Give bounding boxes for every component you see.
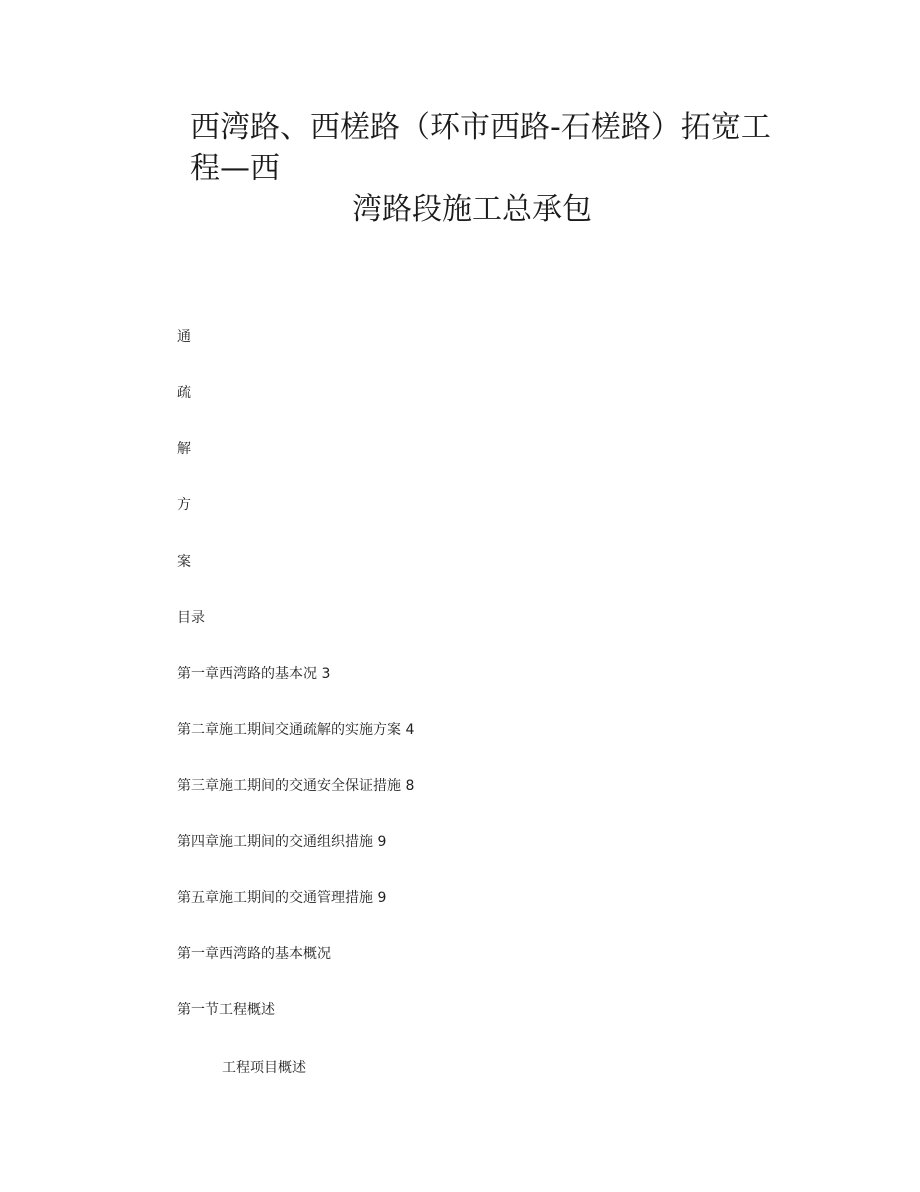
document-title-line-1: 西湾路、西槎路（环市西路-石槎路）拓宽工: [190, 110, 771, 145]
section-heading: 第一节工程概述: [177, 1002, 275, 1018]
document-title-line-3: 湾路段施工总承包: [352, 192, 592, 227]
toc-entry[interactable]: 第四章施工期间的交通组织措施 9: [177, 834, 387, 850]
chapter-heading: 第一章西湾路的基本概况: [177, 946, 331, 962]
vertical-heading-char: 方: [177, 497, 191, 513]
toc-entry[interactable]: 第二章施工期间交通疏解的实施方案 4: [177, 722, 415, 738]
vertical-heading-char: 案: [177, 554, 191, 570]
toc-entry[interactable]: 第一章西湾路的基本况 3: [177, 666, 331, 682]
vertical-heading-char: 解: [177, 441, 191, 457]
toc-heading: 目录: [177, 610, 205, 626]
toc-entry[interactable]: 第五章施工期间的交通管理措施 9: [177, 890, 387, 906]
vertical-heading-char: 疏: [177, 385, 191, 401]
subsection-heading: 工程项目概述: [222, 1060, 306, 1076]
vertical-heading-char: 通: [177, 329, 191, 345]
document-title-line-2: 程—西: [190, 151, 280, 186]
toc-entry[interactable]: 第三章施工期间的交通安全保证措施 8: [177, 778, 415, 794]
